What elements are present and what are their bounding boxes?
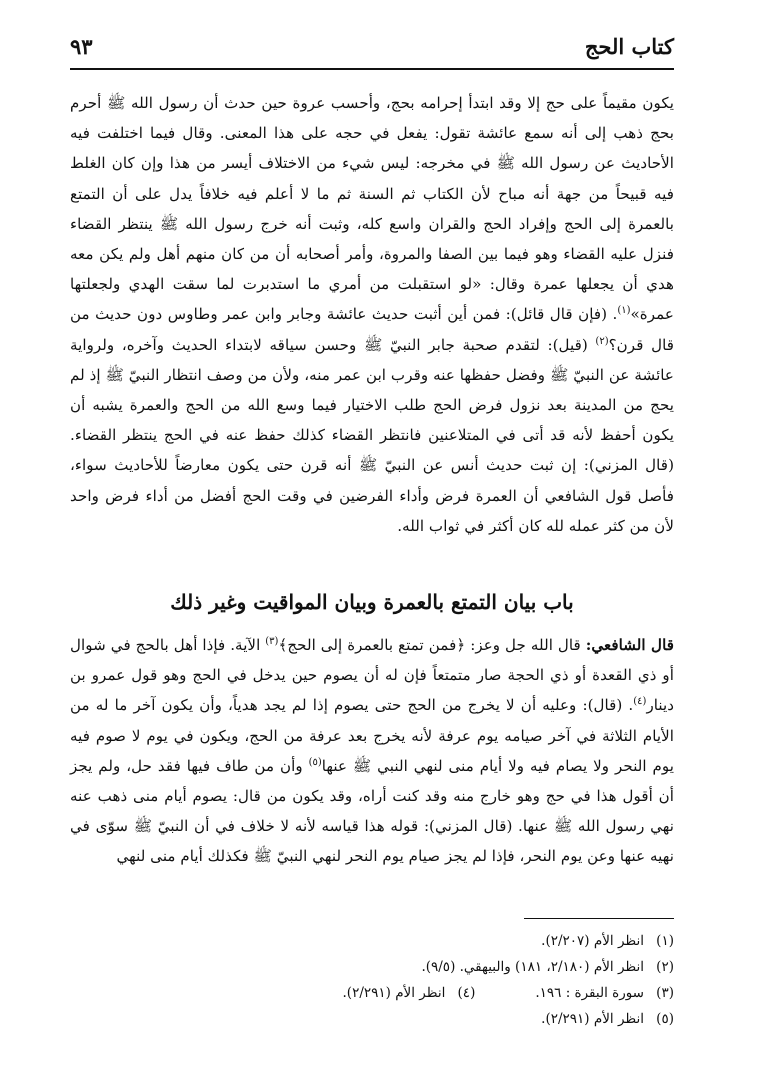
paragraph-1-text: يكون مقيماً على حج إلا وقد ابتدأ إحرامه بحج، وأحسب عروة حين حدث أن رسول الله ﷺ أحرم بحج ذهب إلى أنه سمع عائشة تقول: يفعل في حجه على هذا المعنى. وقال فيما اختلفت فيه الأحاديث عن رسول الله ﷺ في مخرجه: ليس شيء من الاختلاف أيسر من هذا وإن كان الغلط فيه قبيحاً من جهة أنه مباح لأن الكتاب ثم السنة ثم ما لا أعلم فيه خلافاً يدل على أن التمتع بالعمرة إلى الحج وإفراد الحج والقران واسع كله، وثبت أنه خرج رسول الله ﷺ ينتظر القضاء فنزل عليه القضاء وهو فيما بين الصفا والمروة، وأمر أصحابه أن من كان منهم أهل ولم يكن معه هدي أن يجعلها عمرة وقال: «لو استقبلت من أمري ما استدبرت لما سقت الهدي ولجعلتها عمرة» xyxy=(70,94,674,324)
footnote-2 xyxy=(70,954,674,980)
paragraph-2-a: قال الله جل وعز: ﴿فمن تمتع بالعمرة إلى الحج﴾ xyxy=(278,636,586,654)
page-number: ٩٣ xyxy=(70,34,93,59)
chapter-title: كتاب الحج xyxy=(584,34,674,59)
running-header xyxy=(70,30,674,70)
footnote-ref-3: (٣) xyxy=(265,635,279,647)
footnote-1-number: (١) xyxy=(656,933,674,949)
paragraph-2 xyxy=(70,630,674,872)
footnote-ref-1: (١) xyxy=(617,305,631,317)
footnote-ref-2: (٢) xyxy=(595,335,609,347)
paragraph-2-c: . (قال): وعليه أن لا يخرج من الحج حتى يصوم إذا لم يجد هدياً، وأن يكون آخر ما له من الأيام الثلاثة في آخر صيامه يوم عرفة لأنه يخرج بعد عرفة من الحج، ويكون في يوم لا صوم فيه يوم النحر ولا يصام فيه ولا أيام منى لنهي النبي ﷺ عنها xyxy=(70,696,674,775)
footnote-ref-4: (٤) xyxy=(633,696,647,708)
footnote-1 xyxy=(70,928,674,954)
footnote-3-number: (٣) xyxy=(656,985,674,1001)
speaker-label: قال الشافعي: xyxy=(585,636,674,654)
paragraph-2-b: الآية. فإذا أهل بالحج في شوال أو ذي القعدة أو ذي الحجة صار متمتعاً فإن له أن يصوم حين يدخل في الحج وهو قول عمرو بن دينار xyxy=(70,636,674,715)
footnote-1-text: انظر الأم (٢/٢٠٧). xyxy=(541,933,644,949)
main-text-block xyxy=(70,88,674,541)
paragraph-1 xyxy=(70,88,674,541)
footnote-2-number: (٢) xyxy=(656,959,674,975)
footnote-5-number: (٥) xyxy=(656,1011,674,1027)
footnote-4-number: (٤) xyxy=(457,985,476,1001)
footnote-4-text: انظر الأم (٢/٢٩١). xyxy=(342,985,446,1001)
footnote-3-text: سورة البقرة : ١٩٦. xyxy=(535,985,644,1001)
section-text-block xyxy=(70,630,674,872)
footnote-ref-5: (٥) xyxy=(308,756,322,768)
paragraph-1-cont: . (فإن قال قائل): فمن أين أثبت حديث عائشة وجابر وابن عمر وطاوس دون حديث من قال قرن؟ xyxy=(70,305,675,354)
footnote-5-text: انظر الأم (٢/٢٩١). xyxy=(541,1011,644,1027)
footnote-divider xyxy=(524,918,674,919)
section-heading: باب بيان التمتع بالعمرة وبيان المواقيت وغير ذلك xyxy=(170,590,574,614)
footnote-2-text: انظر الأم (٢/١٨٠، ١٨١) والبيهقي. (٩/٥). xyxy=(421,959,644,975)
footnote-3-4 xyxy=(70,980,674,1006)
paragraph-1-cont2: (قيل): لتقدم صحبة جابر النبيّ ﷺ وحسن سياقه لابتداء الحديث وآخره، ولرواية عائشة عن النبيّ ﷺ وفضل حفظها عنه وقرب ابن عمر منه، ولأن من وصف انتظار النبيّ ﷺ إذ لم يحج من المدينة بعد نزول فرض الحج طلب الاختيار فيما وسع الله من الحج والعمرة يشبه أن يكون أحفظ لأنه قد أتى في المتلاعنين فانتظر القضاء كذلك حفظ عنه في الحج ينتظر القضاء. (قال المزني): إن ثبت حديث أنس عن النبيّ ﷺ أنه قرن حتى يكون معارضاً للأحاديث سواء، فأصل قول الشافعي أن العمرة فرض وأداء الفرضين في وقت الحج أفضل من أداء فرض واحد لأن من كثر عمله لله كان أكثر في ثواب الله. xyxy=(70,335,674,535)
footnote-5 xyxy=(70,1006,674,1032)
footnotes xyxy=(70,928,674,1032)
paragraph-2-d: وأن من طاف فيها فقد حل، ولم يجز أن أقول هذا في حج وهو خارج منه وقد كنت أراه، وقد يكون من قال: يصوم أيام منى ذهب عنه نهي رسول الله ﷺ عنها. (قال المزني): قوله هذا قياسه لأنه لا خلاف في أن النبيّ ﷺ سوّى في نهيه عنها وعن يوم النحر، فإذا لم يجز صيام يوم النحر لنهي النبيّ ﷺ فكذلك أيام منى لنهي xyxy=(70,756,674,866)
